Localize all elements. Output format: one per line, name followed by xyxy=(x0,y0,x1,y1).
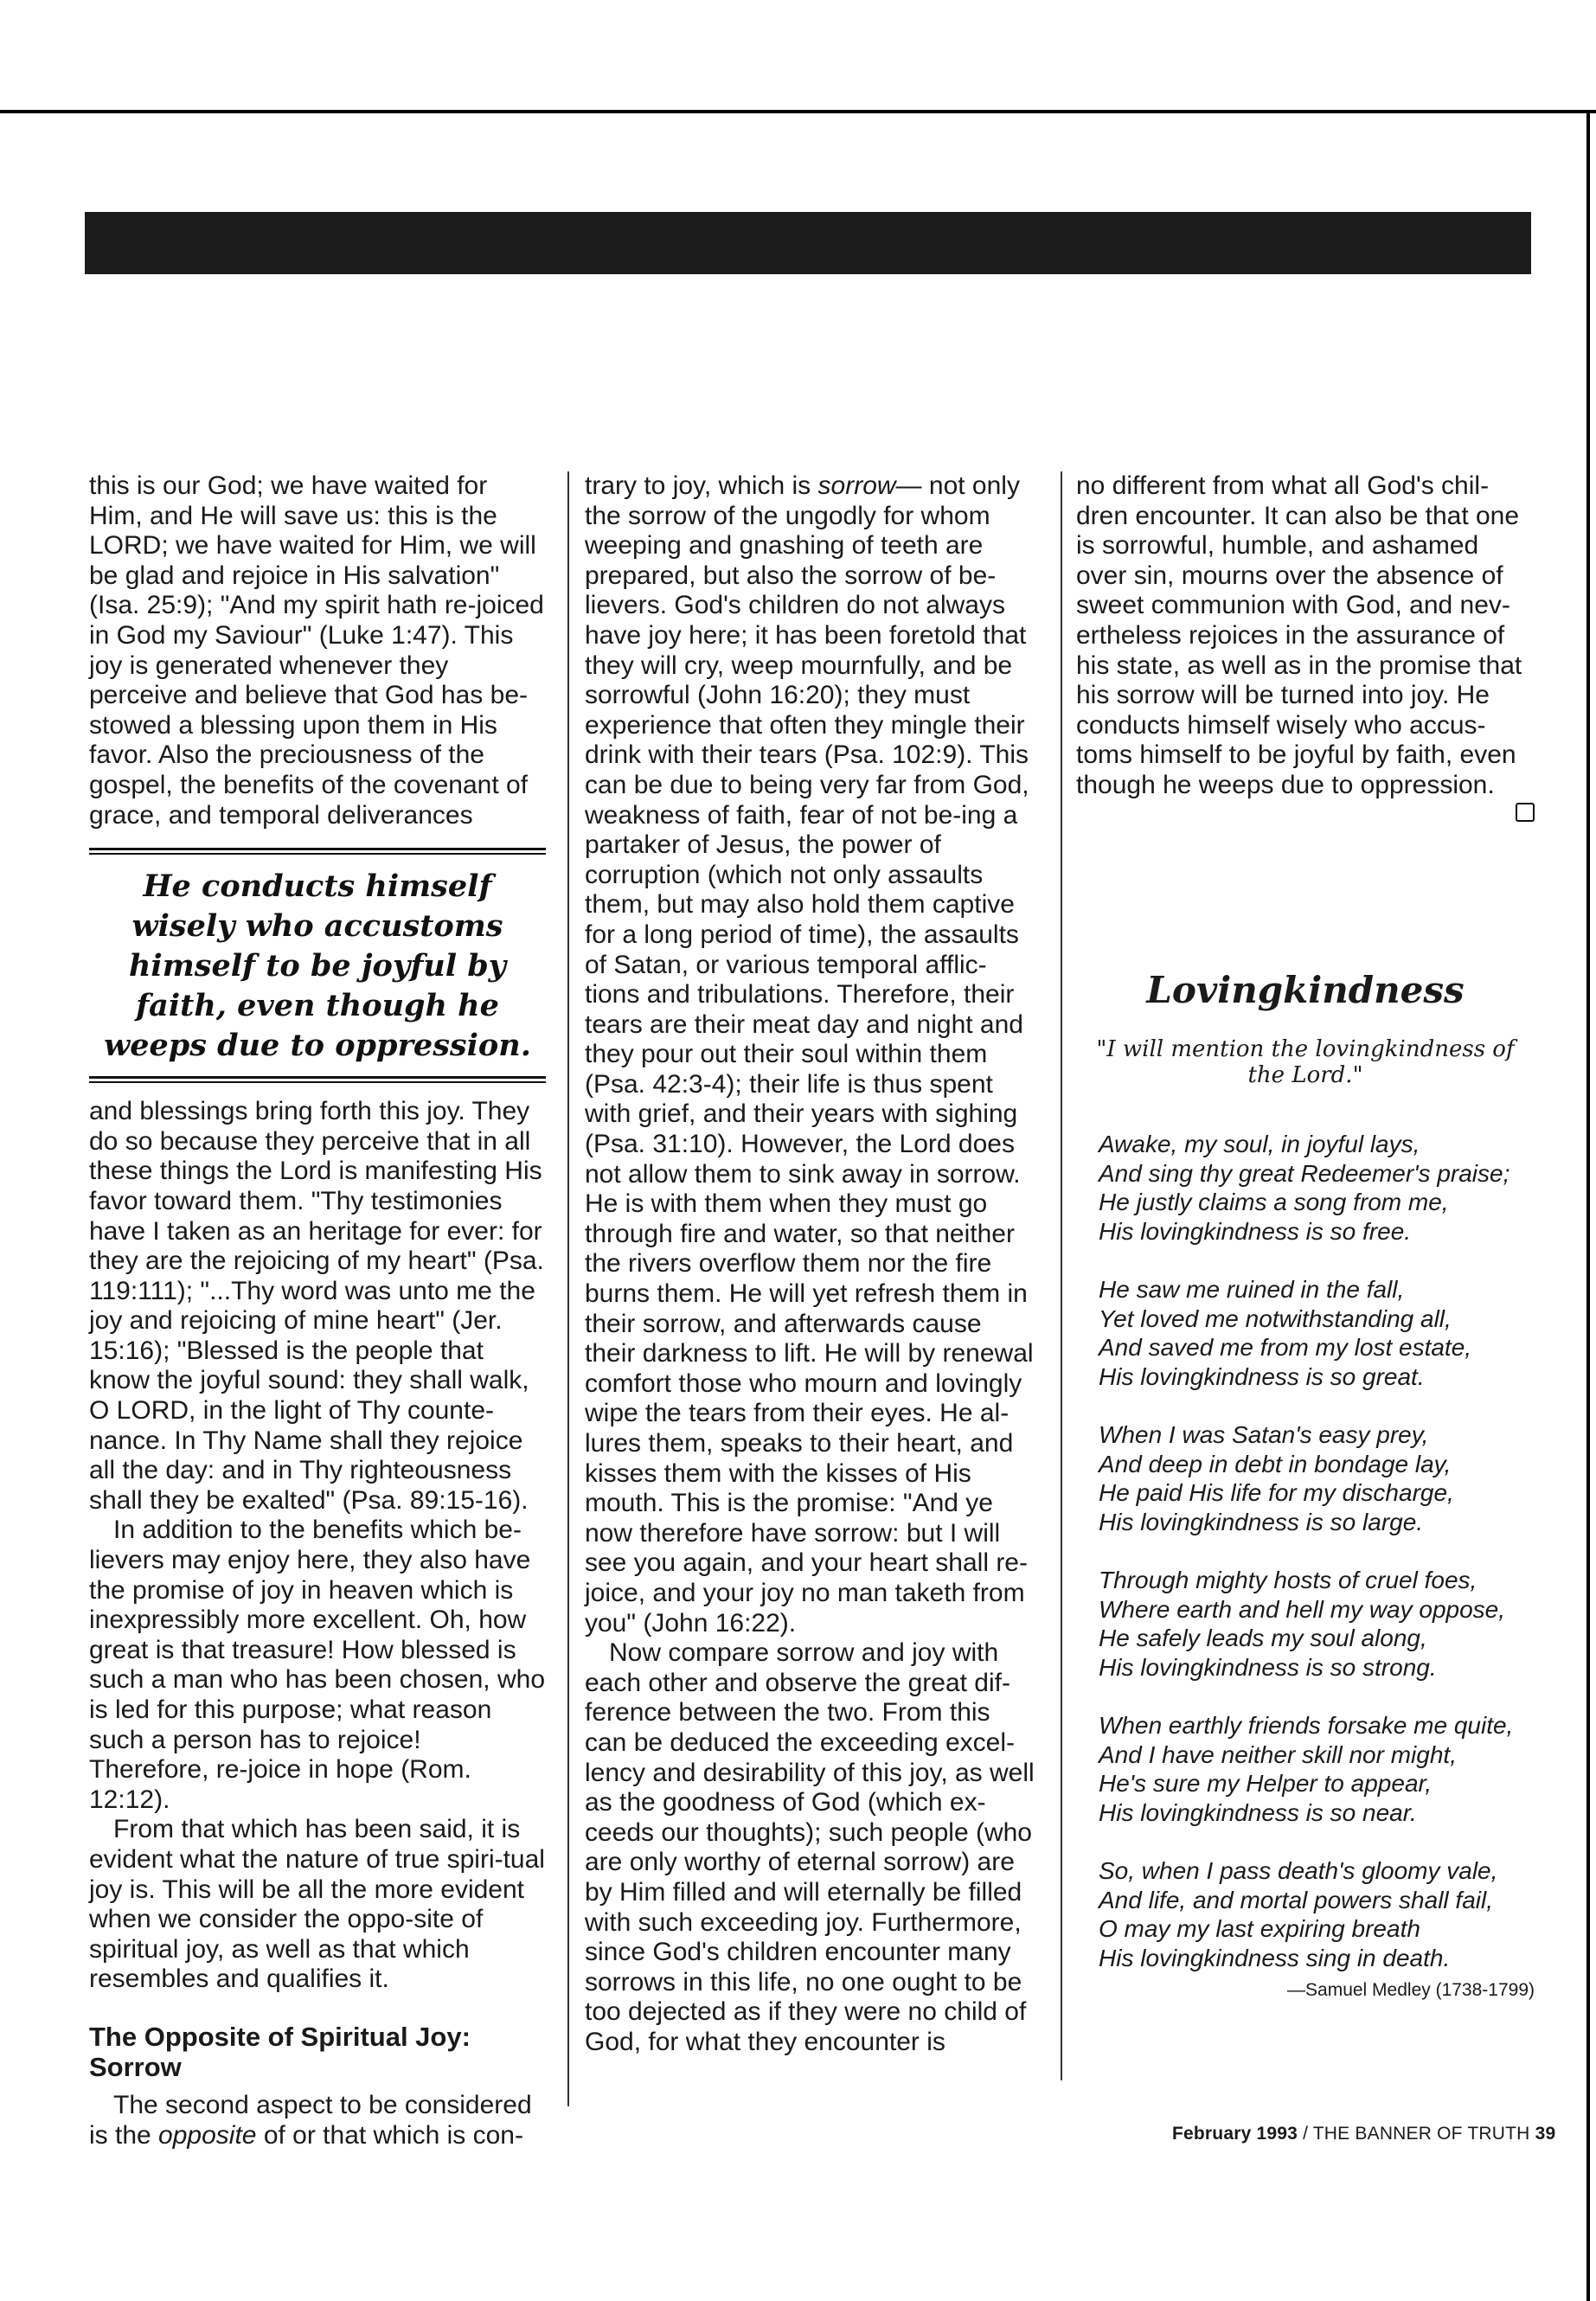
poem-line: When I was Satan's easy prey, xyxy=(1099,1421,1429,1449)
poem-line: And deep in debt in bondage lay, xyxy=(1099,1450,1452,1477)
top-rule xyxy=(0,110,1596,113)
poem-stanza xyxy=(1076,1711,1535,1827)
poem-line: O may my last expiring breath xyxy=(1099,1915,1420,1943)
poem-line: His lovingkindness is so free. xyxy=(1099,1217,1412,1245)
paragraph: From that which has been said, it is evident what the nature of true spiri-tual joy is. This will be all the more evident when we consider the oppo-site of spiritual joy, as well as that which resembles and qualifies it. xyxy=(89,1815,545,1994)
page-edge xyxy=(1586,110,1590,2301)
text-run: — not only the sorrow of the ungodly for whom weeping and gnashing of teeth are prepared, but also the sorrow of be-lievers. God's children do not always have joy here; it has been foretold that they will cry, weep mournfully, and be sorrowful (John 16:20); they must experience that often they mingle their drink with their tears (Psa. 102:9). This can be due to being very far from God, weakness of faith, fear of not be-ing a partaker of Jesus, the power of corruption (which not only assaults them, but may also hold them captive for a long period of time), the assaults of Satan, or various temporal afflic-tions and tribulations. Therefore, their tears are their meat day and night and they pour out their soul within them (Psa. 42:3-4); their life is thus spent with grief, and their years with sighing (Psa. 31:10). However, the Lord does not allow them to sink away in sorrow. He is with them when they must go through fire and water, so that neither the rivers overflow them nor the fire burns them. He will yet refresh them in their sorrow, and afterwards cause their darkness to lift. He will by renewal comfort those who mourn and lovingly wipe the tears from their eyes. He al-lures them, speaks to their heart, and kisses them with the kisses of His mouth. This is the promise: "And ye now therefore have sorrow: but I will see you again, and your heart shall re-joice, and your joy no man taketh from you" (John 16:22). xyxy=(585,471,1034,1638)
end-of-article-icon xyxy=(1516,803,1535,822)
emphasis: opposite xyxy=(158,2120,257,2150)
poem-stanza xyxy=(1076,1566,1535,1682)
poem-line: His lovingkindness is so near. xyxy=(1099,1798,1417,1826)
poem-line: So, when I pass death's gloomy vale, xyxy=(1099,1857,1498,1885)
poem-stanza xyxy=(1076,1275,1535,1391)
poem-epigraph: "I will mention the lovingkindness of the Lord." xyxy=(1096,1036,1515,1089)
text-run: The second aspect to be considered is the xyxy=(89,2091,532,2150)
poem-line: And I have neither skill nor might, xyxy=(1099,1740,1457,1768)
poem-line: He's sure my Helper to appear, xyxy=(1099,1770,1433,1798)
poem-line: His lovingkindness is so great. xyxy=(1099,1362,1425,1390)
poem-line: He safely leads my soul along, xyxy=(1099,1625,1427,1652)
pull-quote-rule-top xyxy=(89,848,546,855)
poem-stanzas xyxy=(1076,1130,1535,1972)
page-number: 39 xyxy=(1535,2124,1556,2144)
page-footer xyxy=(1172,2124,1555,2144)
poem-attribution: —Samuel Medley (1738-1799) xyxy=(1287,1980,1535,2001)
poem-line: When earthly friends forsake me quite, xyxy=(1099,1712,1514,1740)
footer-separator: / xyxy=(1298,2124,1313,2144)
column-divider xyxy=(567,471,569,2106)
poem-line: He paid His life for my discharge, xyxy=(1099,1479,1454,1507)
header-banner-bar xyxy=(85,212,1531,274)
poem-line: Where earth and hell my way oppose, xyxy=(1099,1595,1506,1623)
poem-line: His lovingkindness is so large. xyxy=(1099,1508,1424,1535)
poem-line: And sing thy great Redeemer's praise; xyxy=(1099,1159,1510,1187)
column-1 xyxy=(89,471,546,2150)
paragraph: Now compare sorrow and joy with each other and observe the great dif-ference between the two. From this can be deduced the exceeding excel-lency and desirability of this joy, as well as the goodness of God (which ex-ceeds our thoughts); such people (who are only worthy of eternal sorrow) are by Him filled and will eternally be filled with such exceeding joy. Furthermore, since God's children encounter many sorrows in this life, no one ought to be too dejected as if they were no child of God, for what they encounter is xyxy=(585,1638,1035,2056)
poem-line: Yet loved me notwithstanding all, xyxy=(1099,1304,1452,1332)
pull-quote xyxy=(89,848,546,1083)
column-3 xyxy=(1076,471,1535,2006)
paragraph xyxy=(89,2091,546,2150)
paragraph: and blessings bring forth this joy. They do so because they perceive that in all these things the Lord is manifesting His favor toward them. "Thy testimonies have I taken as an heritage for ever: for they are the rejoicing of my heart" (Psa. 119:111); "...Thy word was unto me the joy and rejoicing of mine heart" (Jer. 15:16); "Blessed is the people that know the joyful sound: they shall walk, O LORD, in the light of Thy counte-nance. In Thy Name shall they rejoice all the day: and in Thy righteousness shall they be exalted" (Psa. 89:15-16). xyxy=(89,1097,544,1515)
paragraph: In addition to the benefits which be-lievers may enjoy here, they also have the promise of joy in heaven which is inexpressibly more excellent. Oh, how great is that treasure! How blessed is such a man who has been chosen, who is led for this purpose; what reason such a person has to rejoice! Therefore, re-joice in hope (Rom. 12:12). xyxy=(89,1516,546,1814)
footer-date: February 1993 xyxy=(1172,2124,1298,2144)
text-run: trary to joy, which is xyxy=(585,471,818,500)
paragraph: no different from what all God's chil-dren encounter. It can also be that one is sorrowful, humble, and ashamed over sin, mourns over the absence of sweet communion with God, and nev-ertheless rejoices in the assurance of his state, as well as in the promise that his sorrow will be turned into joy. He conducts himself wisely who accus-toms himself to be joyful by faith, even though he weeps due to oppression. xyxy=(1076,471,1522,799)
poem-stanza xyxy=(1076,1130,1535,1246)
poem-stanza xyxy=(1076,1420,1535,1536)
paragraph xyxy=(585,471,1035,1638)
poem-line: He justly claims a song from me, xyxy=(1099,1189,1449,1216)
pull-quote-rule-bottom xyxy=(89,1076,546,1083)
poem-line: Awake, my soul, in joyful lays, xyxy=(1099,1131,1420,1158)
column-divider xyxy=(1061,471,1062,2080)
emphasis: sorrow xyxy=(817,471,896,500)
section-heading: The Opposite of Spiritual Joy: Sorrow xyxy=(89,2021,471,2082)
poem-line: Through mighty hosts of cruel foes, xyxy=(1099,1567,1477,1594)
poem-line: His lovingkindness sing in death. xyxy=(1099,1944,1451,1971)
poem-line: He saw me ruined in the fall, xyxy=(1099,1276,1405,1304)
poem-line: And saved me from my lost estate, xyxy=(1099,1334,1472,1362)
poem-line: His lovingkindness is so strong. xyxy=(1099,1653,1437,1681)
pull-quote-text: He conducts himself wisely who accustoms himself to be joyful by faith, even though he weeps due to oppression. xyxy=(104,868,531,1064)
poem-line: And life, and mortal powers shall fail, xyxy=(1099,1886,1493,1913)
poem xyxy=(1076,968,1535,2006)
footer-publication: THE BANNER OF TRUTH xyxy=(1312,2124,1530,2144)
column-2 xyxy=(585,471,1035,2057)
text-run: of or that which is con- xyxy=(256,2120,523,2150)
poem-title: Lovingkindness xyxy=(1146,968,1465,1011)
poem-stanza xyxy=(1076,1856,1535,1972)
paragraph: this is our God; we have waited for Him, and He will save us: this is the LORD; we have waited for Him, we will be glad and rejoice in His salvation" (Isa. 25:9); "And my spirit hath re-joiced in God my Saviour" (Luke 1:47). This joy is generated whenever they perceive and believe that God has be-stowed a blessing upon them in His favor. Also the preciousness of the gospel, the benefits of the covenant of grace, and temporal deliverances xyxy=(89,471,544,830)
